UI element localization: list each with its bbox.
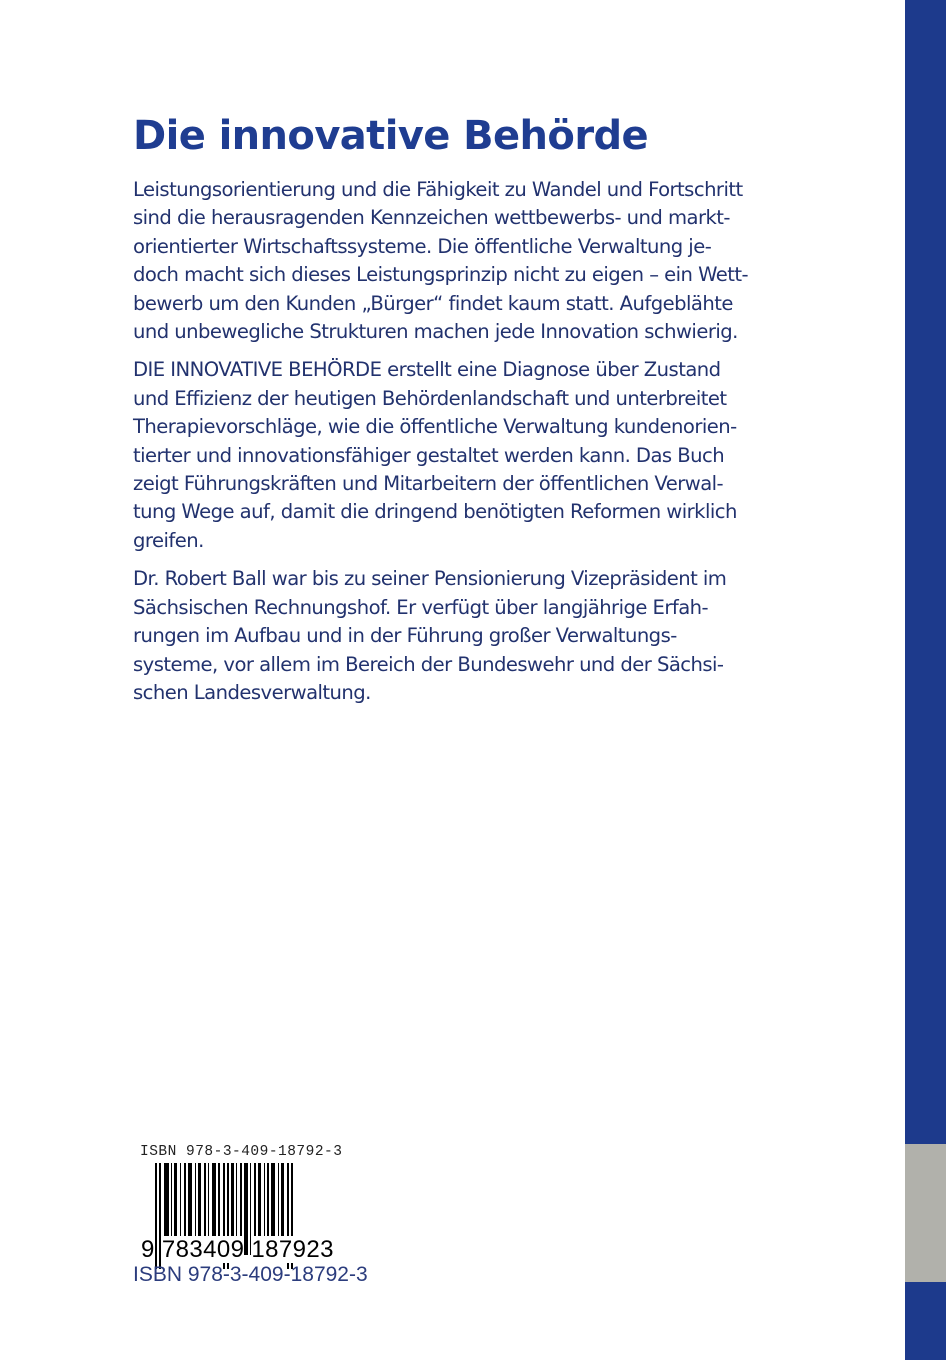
book-title: Die innovative Behörde	[133, 113, 649, 159]
spine-stripe-gray-block	[905, 1144, 946, 1282]
text-line: tung Wege auf, damit die dringend benötigten Reformen wirklich	[133, 500, 737, 524]
text-line: greifen.	[133, 528, 204, 552]
text-line: sind die herausragenden Kennzeichen wettbewerbs- und markt-	[133, 206, 730, 230]
text-line: orientierter Wirtschaftssysteme. Die öffentliche Verwaltung je-	[133, 234, 712, 258]
text-line: tierter und innovationsfähiger gestaltet werden kann. Das Buch	[133, 443, 725, 467]
text-line: doch macht sich dieses Leistungsprinzip nicht zu eigen – ein Wett-	[133, 263, 749, 287]
text-line: zeigt Führungskräften und Mitarbeitern der öffentlichen Verwal-	[133, 472, 724, 496]
back-cover-text	[133, 106, 833, 717]
text-line: Leistungsorientierung und die Fähigkeit zu Wandel und Fortschritt	[133, 178, 743, 201]
isbn-label-bottom: ISBN 978-3-409-18792-3	[133, 1263, 368, 1286]
paragraph-author-bio	[133, 565, 833, 707]
paragraph-intro	[133, 176, 833, 346]
text-line: Dr. Robert Ball war bis zu seiner Pensionierung Vizepräsident im	[133, 567, 727, 591]
text-line: Sächsischen Rechnungshof. Er verfügt über langjährige Erfah-	[133, 595, 709, 619]
paragraph-book-summary	[133, 356, 833, 555]
text-line: und Effizienz der heutigen Behördenlandschaft und unterbreitet	[133, 386, 727, 410]
barcode-digits-left: 783409	[161, 1236, 245, 1263]
isbn-label-top: ISBN 978-3-409-18792-3	[140, 1144, 343, 1160]
text-line: rungen im Aufbau und in der Führung großer Verwaltungs-	[133, 624, 677, 648]
text-line: Therapievorschläge, wie die öffentliche Verwaltung kundenorien-	[133, 415, 737, 439]
text-line: schen Landesverwaltung.	[133, 680, 371, 704]
barcode-digits-right: 187923	[251, 1236, 334, 1263]
text-line: bewerb um den Kunden „Bürger“ findet kaum statt. Aufgeblähte	[133, 291, 733, 315]
barcode-digits	[141, 1236, 334, 1264]
text-line: und unbewegliche Strukturen machen jede Innovation schwierig.	[133, 320, 738, 344]
text-line: DIE INNOVATIVE BEHÖRDE erstellt eine Diagnose über Zustand	[133, 358, 721, 382]
barcode-digit-first: 9	[141, 1236, 155, 1263]
text-line: systeme, vor allem im Bereich der Bundeswehr und der Sächsi-	[133, 652, 724, 676]
